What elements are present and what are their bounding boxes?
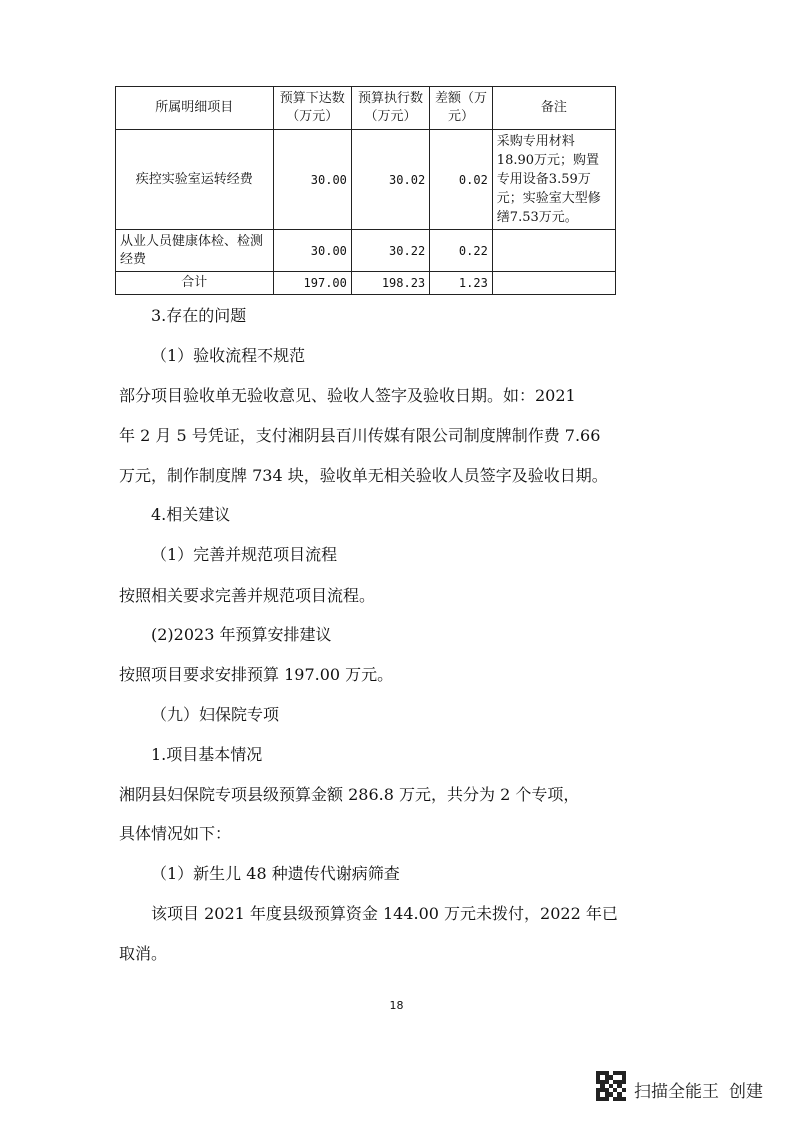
total-note: [492, 272, 615, 295]
heading-issue-1: （1）验收流程不规范: [151, 346, 306, 365]
heading-issues: 3.存在的问题: [151, 306, 247, 325]
row-note: [492, 230, 615, 272]
paragraph-basic-info-line: 具体情况如下：: [119, 824, 232, 843]
paragraph-issue-1-line: 部分项目验收单无验收意见、验收人签字及验收日期。如：2021: [119, 386, 576, 405]
row-item: 疾控实验室运转经费: [116, 130, 274, 230]
header-diff: 差额（万元）: [430, 87, 493, 130]
qr-code-icon: [596, 1071, 626, 1101]
table-header-row: [116, 87, 616, 130]
budget-execution-table: [115, 86, 616, 295]
row-exec: 30.02: [351, 130, 429, 230]
total-plan: 197.00: [273, 272, 351, 295]
page-number: 18: [389, 999, 404, 1012]
row-plan: 30.00: [273, 130, 351, 230]
row-plan: 30.00: [273, 230, 351, 272]
paragraph-item-1-line: 取消。: [119, 944, 168, 963]
paragraph-item-1-line: 该项目 2021 年度县级预算资金 144.00 万元未拨付，2022 年已: [151, 904, 618, 923]
header-note: 备注: [492, 87, 615, 130]
row-item: 从业人员健康体检、检测经费: [116, 230, 274, 272]
scanner-watermark: [634, 1077, 763, 1102]
row-note: 采购专用材料18.90万元；购置专用设备3.59万元；实验室大型修缮7.53万元。: [492, 130, 615, 230]
header-exec: 预算执行数（万元）: [351, 87, 429, 130]
row-exec: 30.22: [351, 230, 429, 272]
table-row: [116, 130, 616, 230]
watermark-action: 创建: [729, 1082, 763, 1102]
paragraph-issue-1-line: 年 2 月 5 号凭证，支付湘阴县百川传媒有限公司制度牌制作费 7.66: [119, 426, 601, 445]
total-label: 合计: [116, 272, 274, 295]
heading-suggestion-1: （1）完善并规范项目流程: [151, 545, 338, 564]
table-total-row: [116, 272, 616, 295]
paragraph-basic-info-line: 湘阴县妇保院专项县级预算金额 286.8 万元，共分为 2 个专项，: [119, 785, 580, 804]
row-diff: 0.02: [430, 130, 493, 230]
table-row: [116, 230, 616, 272]
heading-suggestion-2: (2)2023 年预算安排建议: [151, 625, 332, 644]
heading-basic-info: 1.项目基本情况: [151, 745, 263, 764]
paragraph-suggestion-2: 按照项目要求安排预算 197.00 万元。: [119, 665, 394, 684]
watermark-app-name: 扫描全能王: [634, 1082, 719, 1102]
header-plan: 预算下达数（万元）: [273, 87, 351, 130]
paragraph-suggestion-1: 按照相关要求完善并规范项目流程。: [119, 586, 376, 605]
total-exec: 198.23: [351, 272, 429, 295]
heading-section-9: （九）妇保院专项: [151, 705, 280, 724]
paragraph-issue-1-line: 万元，制作制度牌 734 块，验收单无相关验收人员签字及验收日期。: [119, 466, 608, 485]
header-item: 所属明细项目: [116, 87, 274, 130]
total-diff: 1.23: [430, 272, 493, 295]
heading-item-1: （1）新生儿 48 种遗传代谢病筛查: [151, 864, 400, 883]
row-diff: 0.22: [430, 230, 493, 272]
heading-suggestions: 4.相关建议: [151, 505, 231, 524]
